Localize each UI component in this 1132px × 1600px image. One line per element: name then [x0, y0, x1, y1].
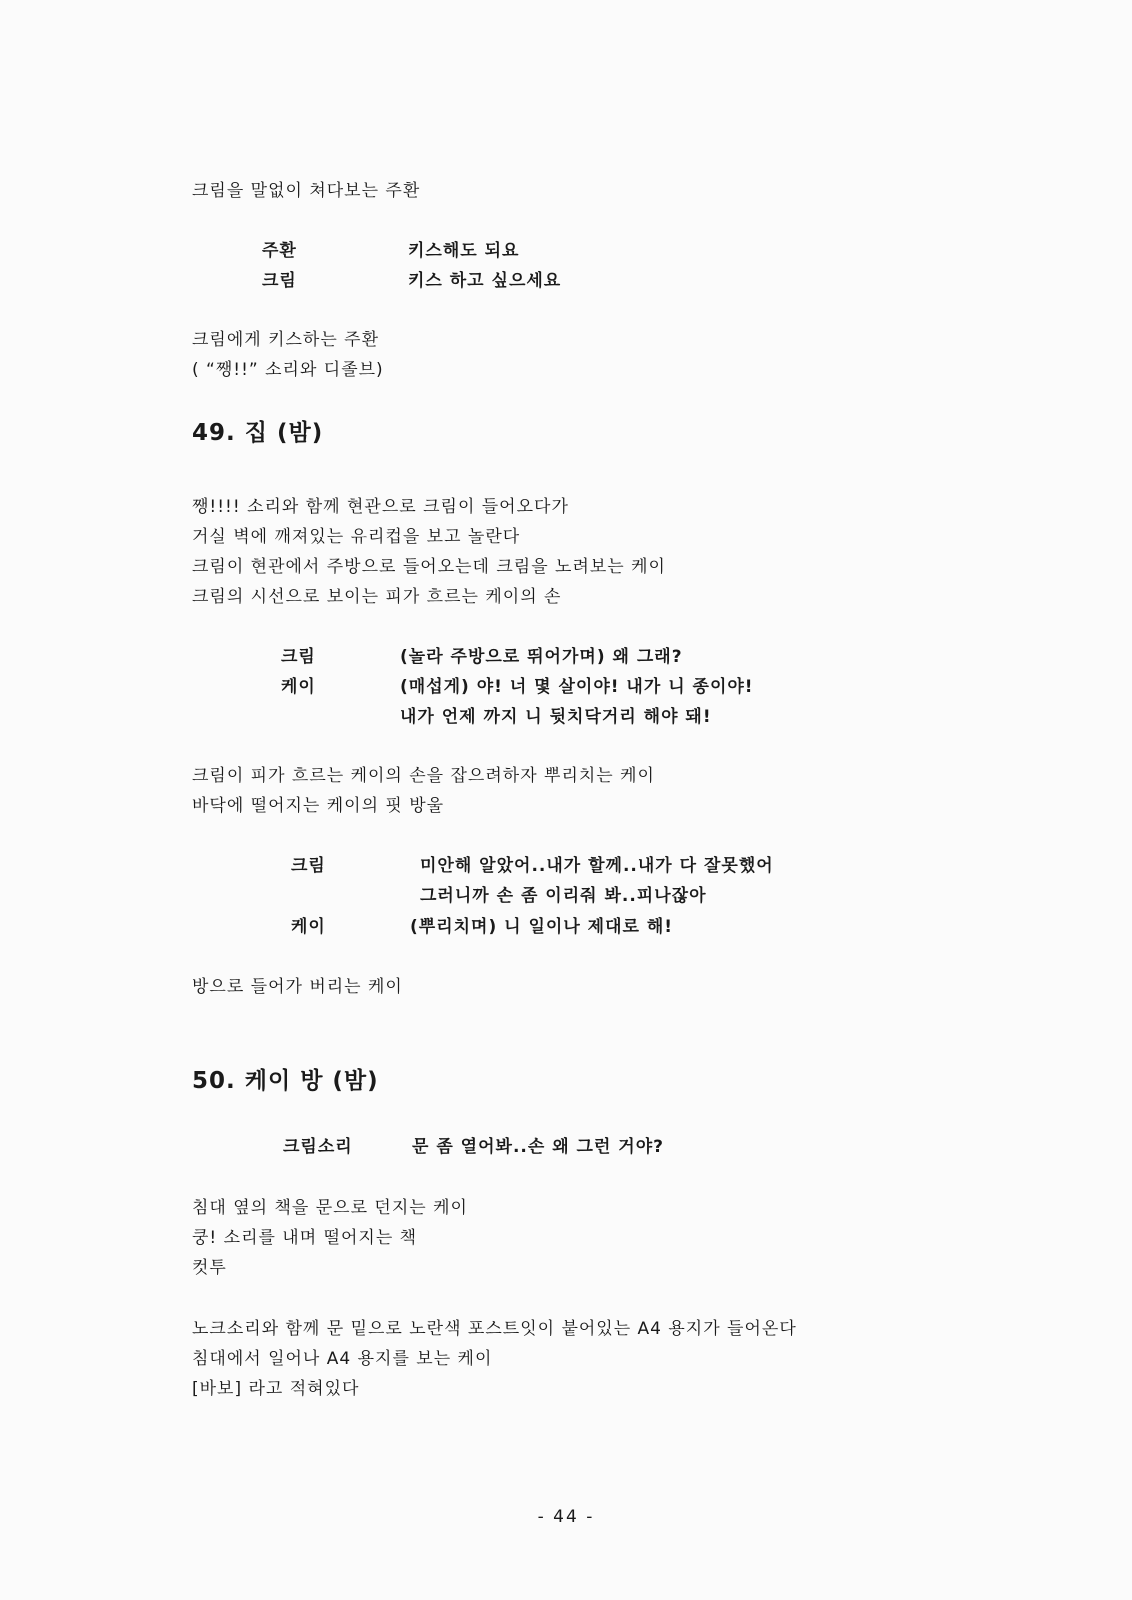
dialogue-text: 미안해 알았어..내가 할께..내가 다 잘못했어: [420, 856, 774, 876]
action-line: 쿵! 소리를 내며 떨어지는 책: [192, 1228, 418, 1248]
dialogue-text: (놀라 주방으로 뛰어가며) 왜 그래?: [400, 647, 683, 667]
action-line: 방으로 들어가 버리는 케이: [192, 977, 403, 997]
action-line: 거실 벽에 깨져있는 유리컵을 보고 놀란다: [192, 527, 521, 547]
action-line: 크림이 피가 흐르는 케이의 손을 잡으려하자 뿌리치는 케이: [192, 766, 655, 786]
dialogue-text: 키스 하고 싶으세요: [408, 271, 562, 291]
action-line: [바보] 라고 적혀있다: [192, 1379, 360, 1399]
dialogue-text: 그러니까 손 좀 이리줘 봐..피나잖아: [420, 886, 707, 906]
dialogue-text: (뿌리치며) 니 일이나 제대로 해!: [410, 917, 674, 937]
dialogue-speaker: 크림소리: [283, 1137, 353, 1157]
dialogue-speaker: 크림: [291, 856, 326, 876]
action-line: 쨍!!!! 소리와 함께 현관으로 크림이 들어오다가: [192, 497, 569, 517]
dialogue-speaker: 케이: [291, 917, 326, 937]
action-line: 노크소리와 함께 문 밑으로 노란색 포스트잇이 붙어있는 A4 용지가 들어온다: [192, 1319, 797, 1339]
action-line: 침대 옆의 책을 문으로 던지는 케이: [192, 1198, 468, 1218]
action-line: 크림을 말없이 쳐다보는 주환: [192, 181, 421, 201]
action-line: 컷투: [192, 1258, 227, 1278]
dialogue-text: 문 좀 열어봐..손 왜 그런 거야?: [412, 1137, 665, 1157]
action-line: 크림의 시선으로 보이는 피가 흐르는 케이의 손: [192, 587, 562, 607]
action-line: ( “쨍!!” 소리와 디졸브): [192, 360, 384, 380]
page-number: - 44 -: [537, 1507, 595, 1527]
dialogue-speaker: 크림: [262, 271, 297, 291]
dialogue-text: 키스해도 되요: [408, 241, 520, 261]
action-line: 크림이 현관에서 주방으로 들어오는데 크림을 노려보는 케이: [192, 557, 666, 577]
dialogue-speaker: 주환: [262, 241, 297, 261]
scene-heading: 49. 집 (밤): [192, 420, 324, 446]
dialogue-text: (매섭게) 야! 너 몇 살이야! 내가 니 종이야!: [400, 677, 754, 697]
action-line: 침대에서 일어나 A4 용지를 보는 케이: [192, 1349, 493, 1369]
action-line: 크림에게 키스하는 주환: [192, 330, 380, 350]
dialogue-text: 내가 언제 까지 니 뒷치닥거리 해야 돼!: [400, 707, 712, 727]
dialogue-speaker: 크림: [281, 647, 316, 667]
dialogue-speaker: 케이: [281, 677, 316, 697]
scene-heading: 50. 케이 방 (밤): [192, 1068, 379, 1094]
action-line: 바닥에 떨어지는 케이의 핏 방울: [192, 796, 445, 816]
